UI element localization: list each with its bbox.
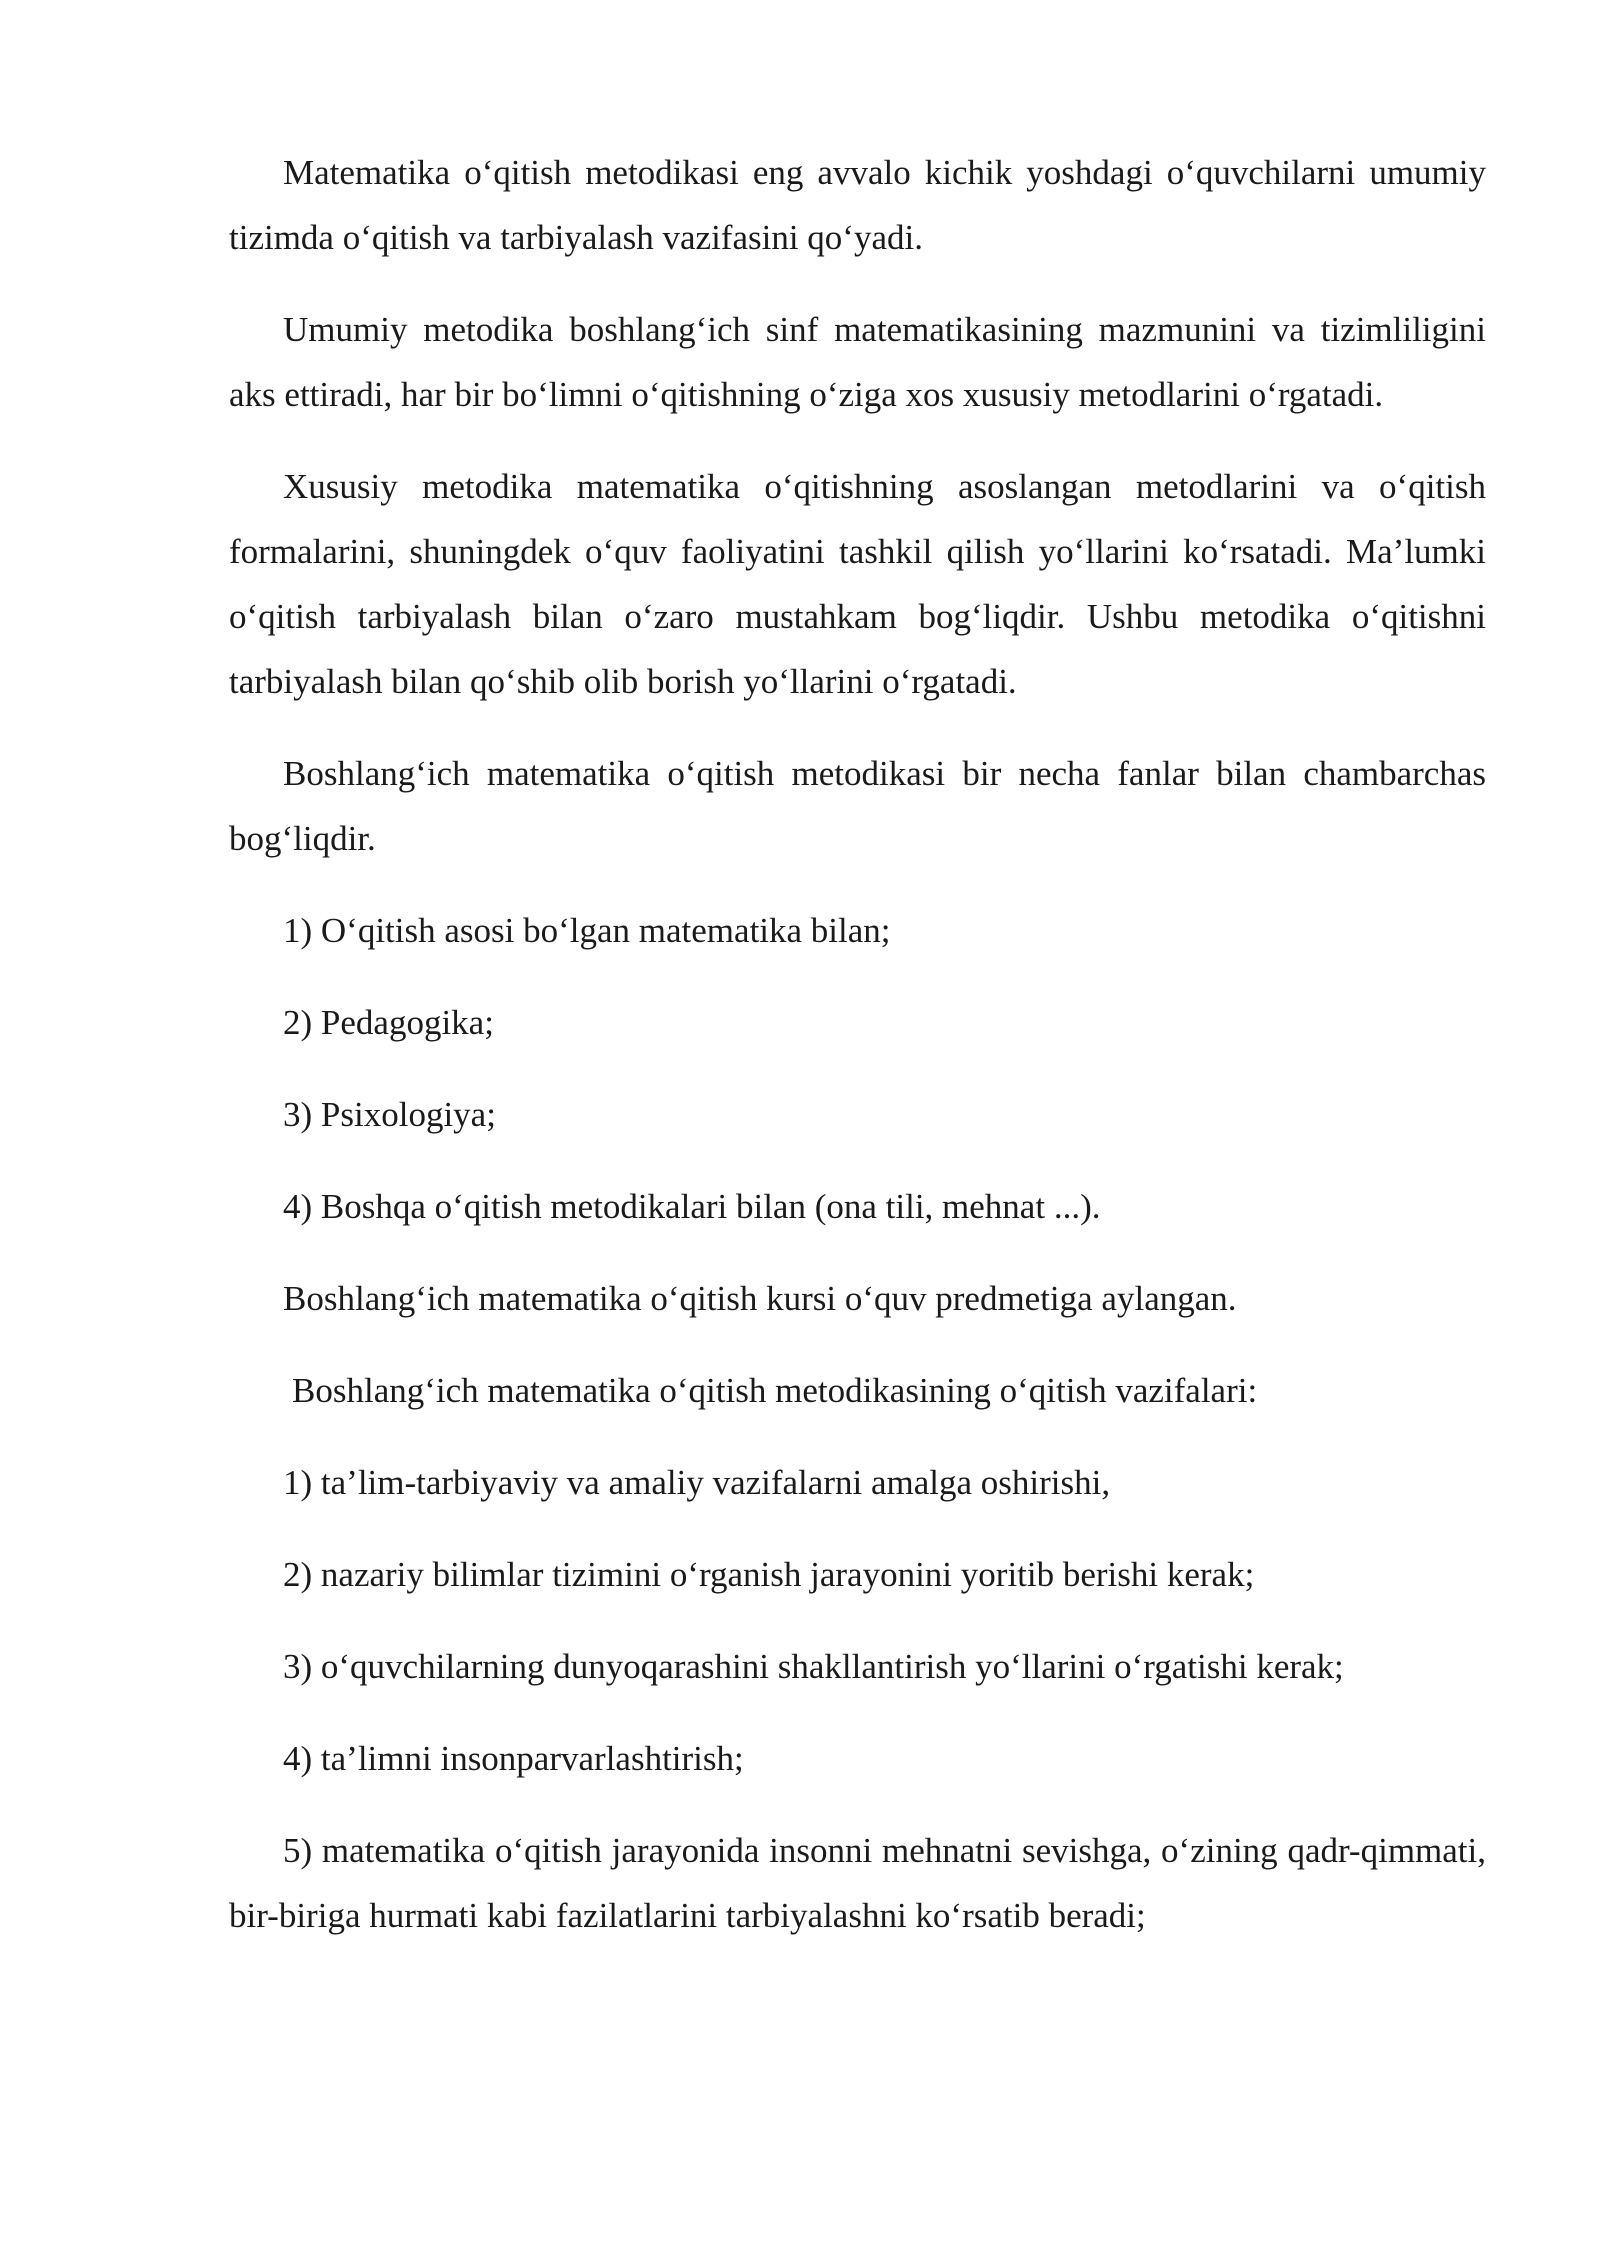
- list-item-task-2: 2) nazariy bilimlar tizimini oʻrganish jarayonini yoritib berishi kerak;: [283, 1555, 1255, 1594]
- list-item-subject-4: 4) Boshqa oʻqitish metodikalari bilan (ona tili, mehnat ...).: [283, 1187, 1101, 1226]
- list-item-subject-3: 3) Psixologiya;: [283, 1095, 496, 1134]
- paragraph-course-subject: Boshlangʻich matematika oʻqitish kursi oʻquv predmetiga aylangan.: [283, 1279, 1237, 1318]
- list-item-task-5: 5) matematika oʻqitish jarayonida insonni mehnatni sevishga, oʻzining qadr-qimmati, bir-biriga hurmati kabi fazilatlarini tarbiyalashni koʻrsatib beradi;: [229, 1831, 1486, 1935]
- list-item-task-4: 4) ta’limni insonparvarlashtirish;: [283, 1739, 744, 1778]
- paragraph-special-methodology: Xususiy metodika matematika oʻqitishning asoslangan metodlarini va oʻqitish formalarini, shuningdek oʻquv faoliyatini tashkil qilish yoʻllarini koʻrsatadi. Ma’lumki oʻqitish tarbiyalash bilan oʻzaro mustahkam bogʻliqdir. Ushbu metodika oʻqitishni tarbiyalash bilan qoʻshib olib borish yoʻllarini oʻrgatadi.: [229, 467, 1486, 701]
- document-body: [229, 140, 1486, 1975]
- paragraph-intro: Matematika oʻqitish metodikasi eng avvalo kichik yoshdagi oʻquvchilarni umumiy tizimda oʻqitish va tarbiyalash vazifasini qoʻyadi.: [229, 153, 1486, 257]
- paragraph-tasks-heading: Boshlangʻich matematika oʻqitish metodikasining oʻqitish vazifalari:: [292, 1371, 1258, 1410]
- list-item-task-3: 3) oʻquvchilarning dunyoqarashini shakllantirish yoʻllarini oʻrgatishi kerak;: [283, 1647, 1344, 1686]
- list-item-subject-2: 2) Pedagogika;: [283, 1003, 494, 1042]
- list-item-task-1: 1) ta’lim-tarbiyaviy va amaliy vazifalarni amalga oshirishi,: [283, 1463, 1111, 1502]
- paragraph-general-methodology: Umumiy metodika boshlangʻich sinf matematikasining mazmunini va tizimliligini aks ettiradi, har bir boʻlimni oʻqitishning oʻziga xos xususiy metodlarini oʻrgatadi.: [229, 310, 1486, 414]
- paragraph-related-subjects: Boshlangʻich matematika oʻqitish metodikasi bir necha fanlar bilan chambarchas bogʻliqdir.: [229, 754, 1486, 858]
- list-item-subject-1: 1) Oʻqitish asosi boʻlgan matematika bilan;: [283, 911, 891, 950]
